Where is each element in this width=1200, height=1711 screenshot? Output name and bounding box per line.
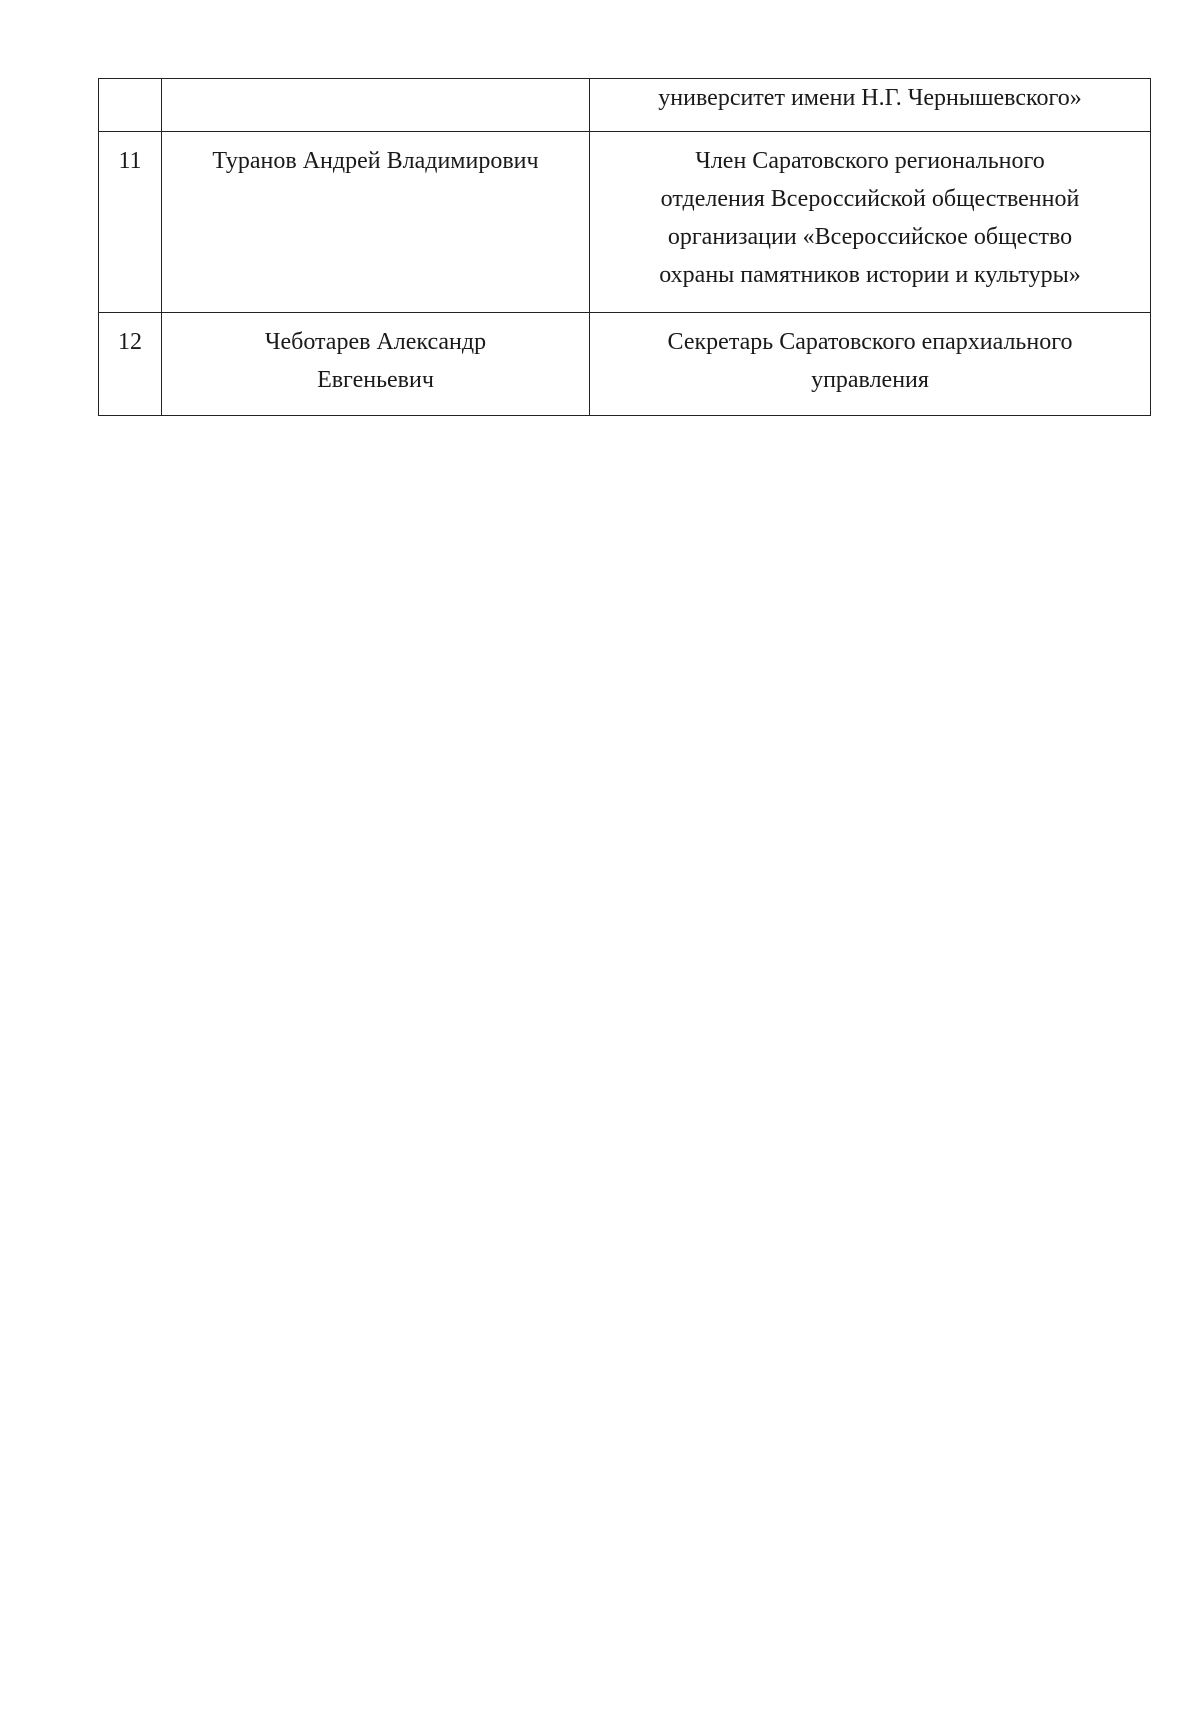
table-row-continuation xyxy=(99,79,1151,132)
member-role-cell xyxy=(590,313,1151,416)
member-role-cell xyxy=(590,79,1151,132)
row-number-cell: 12 xyxy=(99,313,162,416)
row-number-cell: 11 xyxy=(99,132,162,313)
members-table xyxy=(98,78,1151,416)
name-line: Чеботарев Александр xyxy=(264,329,487,355)
table-row xyxy=(99,132,1151,313)
member-name-cell xyxy=(162,132,590,313)
name-line: Туранов Андрей Владимирович xyxy=(212,148,539,174)
role-line: отделения Всероссийской общественной xyxy=(660,186,1080,212)
role-line: университет имени Н.Г. Чернышевского» xyxy=(658,85,1082,111)
row-number-cell xyxy=(99,79,162,132)
member-name-cell xyxy=(162,79,590,132)
member-name-cell xyxy=(162,313,590,416)
role-line: охраны памятников истории и культуры» xyxy=(659,262,1081,288)
name-line: Евгеньевич xyxy=(317,367,434,393)
table-row xyxy=(99,313,1151,416)
role-line: Секретарь Саратовского епархиального xyxy=(667,329,1073,355)
role-line: управления xyxy=(811,367,929,393)
role-line: организации «Всероссийское общество xyxy=(667,224,1073,250)
member-role-cell xyxy=(590,132,1151,313)
role-line: Член Саратовского регионального xyxy=(695,148,1045,174)
